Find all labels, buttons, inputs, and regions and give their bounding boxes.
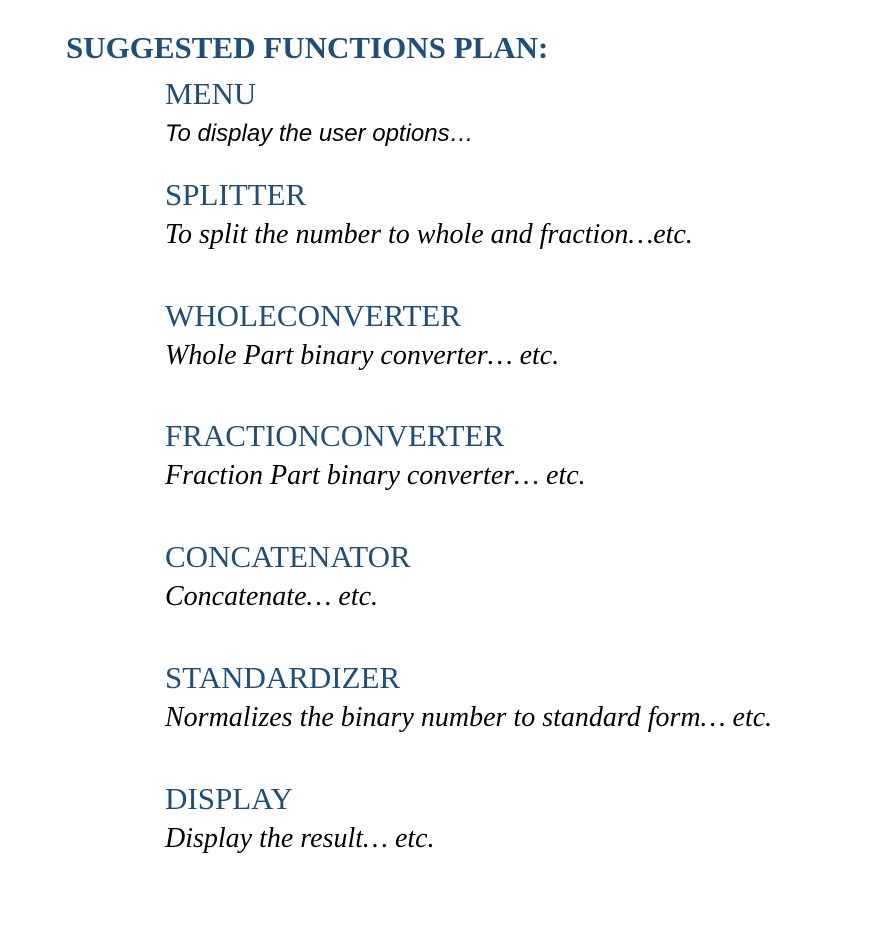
function-description: Normalizes the binary number to standard form… etc. <box>165 702 773 733</box>
function-item-splitter <box>165 175 693 255</box>
function-name: FRACTIONCONVERTER <box>165 418 505 453</box>
function-item-display <box>165 779 435 859</box>
function-name: WHOLECONVERTER <box>165 298 462 333</box>
function-description: Concatenate… etc. <box>165 581 379 612</box>
function-name: SPLITTER <box>165 177 307 212</box>
function-description: To split the number to whole and fraction…etc. <box>165 219 693 250</box>
function-item-menu <box>165 74 474 154</box>
function-description: To display the user options… <box>165 120 474 147</box>
function-item-concatenator <box>165 537 411 617</box>
function-description: Whole Part binary converter… etc. <box>165 340 560 371</box>
function-description: Display the result… etc. <box>165 823 435 854</box>
function-item-fractionconverter <box>165 416 586 496</box>
function-name: CONCATENATOR <box>165 539 411 574</box>
page-title: SUGGESTED FUNCTIONS PLAN: <box>66 30 549 65</box>
function-name: DISPLAY <box>165 781 294 816</box>
function-item-standardizer <box>165 658 772 738</box>
function-description: Fraction Part binary converter… etc. <box>165 460 586 491</box>
function-item-wholeconverter <box>165 296 559 376</box>
function-name: MENU <box>165 76 257 111</box>
function-name: STANDARDIZER <box>165 660 401 695</box>
